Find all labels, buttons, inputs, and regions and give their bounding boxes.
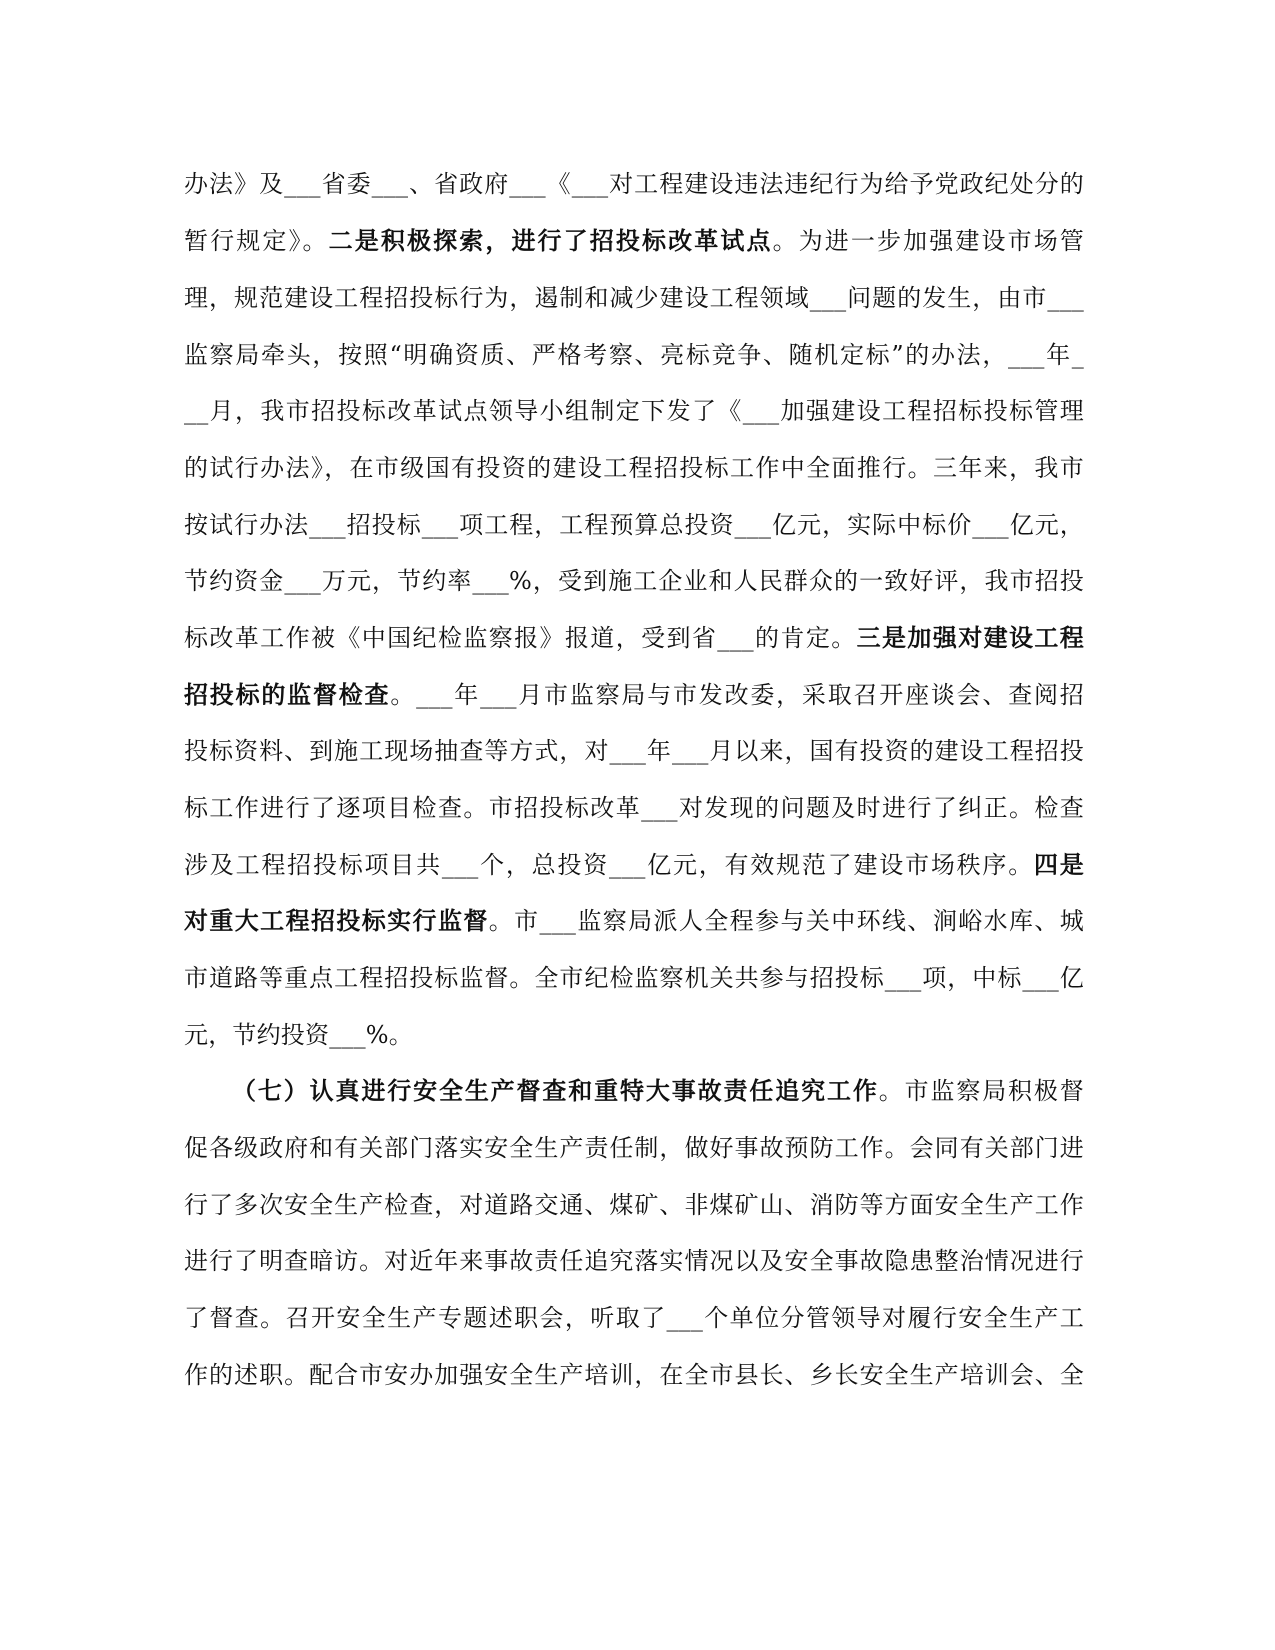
text-run: 暂行规定》。 [184, 227, 329, 255]
bold-heading-run: 二是积极探索，进行了招投标改革试点 [328, 226, 773, 255]
text-line [184, 675, 1084, 715]
text-line [184, 1355, 1084, 1395]
text-run: 。为进一步加强建设市场管 [772, 227, 1085, 255]
text-line [184, 958, 1084, 998]
text-line [184, 618, 1084, 658]
text-line [184, 448, 1084, 488]
text-run: 了督查。召开安全生产专题述职会，听取了___个单位分管领导对履行安全生产工 [184, 1304, 1084, 1332]
text-line [184, 1128, 1084, 1168]
text-run: 市道路等重点工程招投标监督。全市纪检监察机关共参与招投标___项，中标___亿 [184, 964, 1084, 992]
text-run: 进行了明查暗访。对近年来事故责任追究落实情况以及安全事故隐患整治情况进行 [184, 1247, 1084, 1275]
section-heading-run: （七）认真进行安全生产督查和重特大事故责任追究工作 [232, 1076, 879, 1105]
text-run: 标工作进行了逐项目检查。市招投标改革___对发现的问题及时进行了纠正。检查 [184, 794, 1084, 822]
text-line [184, 221, 1084, 261]
text-run: 投标资料、到施工现场抽查等方式，对___年___月以来，国有投资的建设工程招投 [184, 737, 1084, 765]
text-run: 监察局牵头，按照“明确资质、严格考察、亮标竞争、随机定标”的办法，___年_ [184, 341, 1084, 369]
text-line [184, 731, 1084, 771]
text-run: 的试行办法》，在市级国有投资的建设工程招投标工作中全面推行。三年来，我市 [184, 454, 1084, 482]
text-run: 节约资金___万元，节约率___%，受到施工企业和人民群众的一致好评，我市招投 [184, 567, 1084, 595]
bold-heading-run: 三是加强对建设工程 [856, 623, 1084, 652]
text-run: 标改革工作被《中国纪检监察报》报道，受到省___的肯定。 [184, 624, 857, 652]
text-run: 。市监察局积极督 [878, 1077, 1084, 1105]
text-run: 办法》及___省委___、省政府___《___对工程建设违法违纪行为给予党政纪处分的 [184, 170, 1084, 198]
text-run: 。___年___月市监察局与市发改委，采取召开座谈会、查阅招 [390, 681, 1085, 709]
text-line [184, 901, 1084, 941]
text-line [184, 1298, 1084, 1338]
text-line [184, 335, 1084, 375]
bold-heading-run: 招投标的监督检查 [184, 680, 391, 709]
text-run: 理，规范建设工程招投标行为，遏制和减少建设工程领域___问题的发生，由市___ [184, 284, 1084, 312]
text-line [184, 278, 1084, 318]
bold-heading-run: 对重大工程招投标实行监督 [184, 906, 489, 935]
text-line [184, 164, 1084, 204]
text-run: 按试行办法___招投标___项工程，工程预算总投资___亿元，实际中标价___亿元， [184, 511, 1084, 539]
text-run: 元，节约投资___%。 [184, 1021, 414, 1049]
text-line [184, 1185, 1084, 1225]
text-run: 促各级政府和有关部门落实安全生产责任制，做好事故预防工作。会同有关部门进 [184, 1134, 1084, 1162]
bold-heading-run: 四是 [1034, 850, 1085, 879]
text-run: 涉及工程招投标项目共___个，总投资___亿元，有效规范了建设市场秩序。 [184, 851, 1035, 879]
text-line [184, 1015, 1084, 1055]
text-line [184, 505, 1084, 545]
text-run: 行了多次安全生产检查，对道路交通、煤矿、非煤矿山、消防等方面安全生产工作 [184, 1191, 1084, 1219]
text-run: 。市___监察局派人全程参与关中环线、涧峪水库、城 [488, 907, 1084, 935]
text-line [184, 561, 1084, 601]
text-line [184, 845, 1084, 885]
text-line [184, 1241, 1084, 1281]
text-line [184, 788, 1084, 828]
text-run: 作的述职。配合市安办加强安全生产培训，在全市县长、乡长安全生产培训会、全 [184, 1361, 1084, 1389]
section-heading-line [232, 1071, 1084, 1111]
text-run: __月，我市招投标改革试点领导小组制定下发了《___加强建设工程招标投标管理 [184, 397, 1084, 425]
text-line [184, 391, 1084, 431]
